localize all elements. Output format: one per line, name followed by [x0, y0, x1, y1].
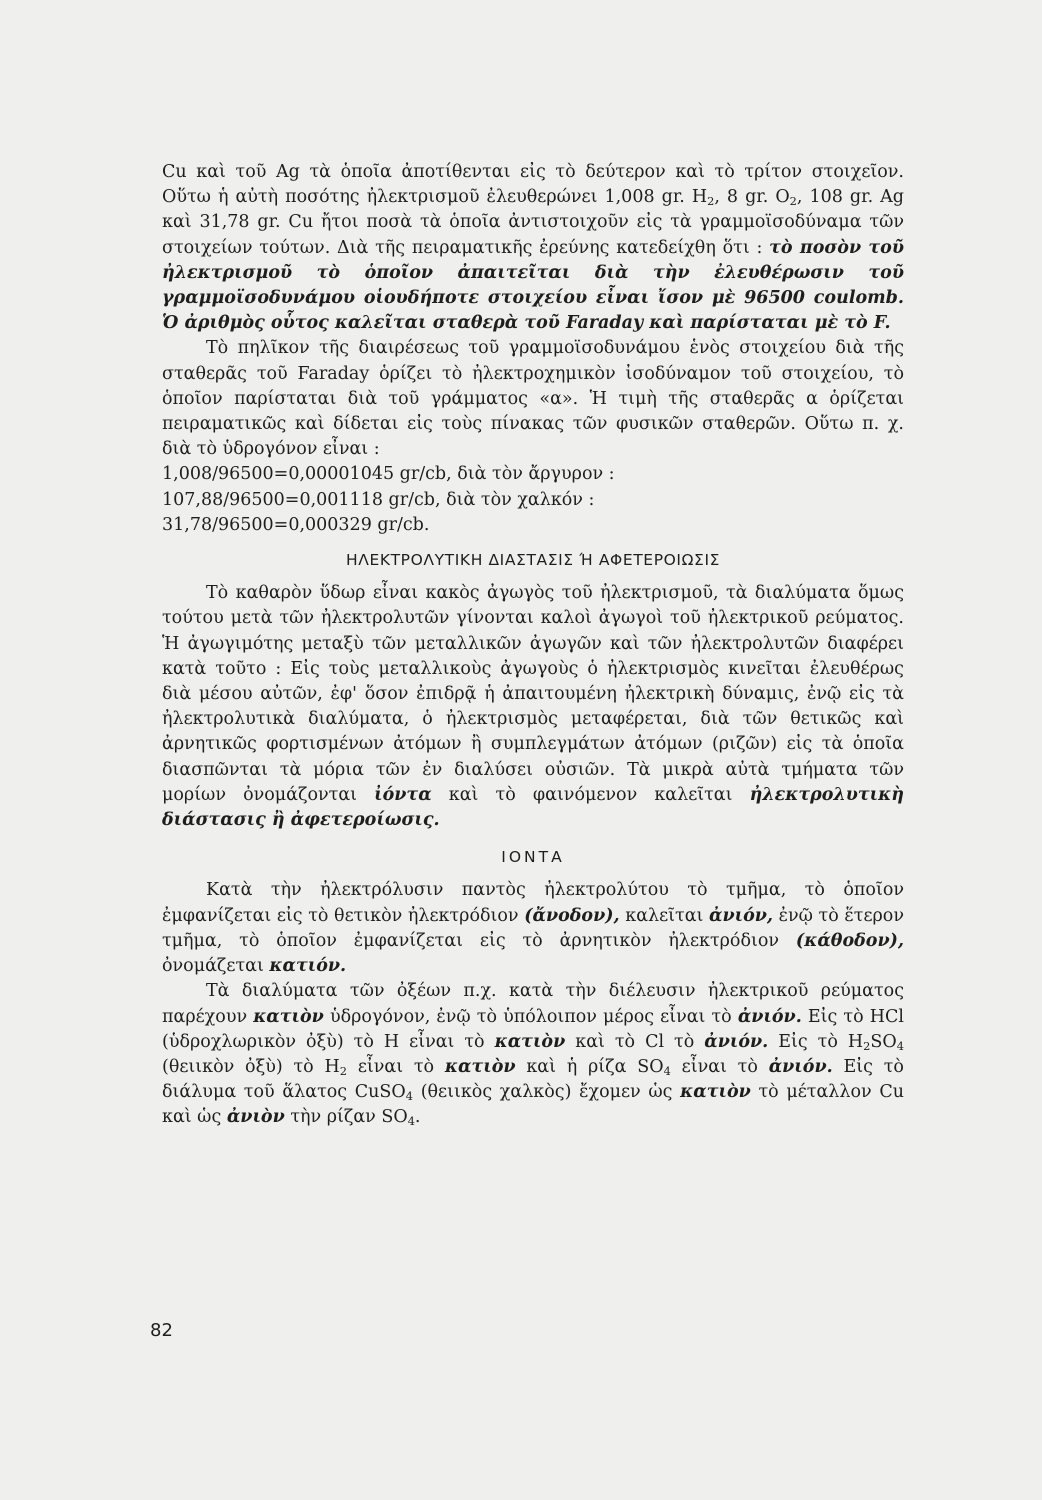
text-run: τὸ μέταλλον Cu καὶ ὡς [162, 1082, 904, 1128]
text-run: , 108 gr. Ag καὶ 31,78 gr. Cu ἤτοι ποσὰ τὰ ὁποῖα ἀντιστοιχοῦν εἰς τὰ γραμμοϊσοδύναμα τῶν στοιχείων τούτων. Διὰ τῆς πειραματικῆς ἐρεύνης κατεδείχθη ὅτι : [162, 187, 904, 258]
equation-copper: 31,78/96500=0,000329 gr/cb. [162, 514, 430, 535]
emphasis-term: ἀνιόν. [704, 1031, 769, 1052]
emphasis-term: κατιὸν [253, 1006, 324, 1027]
text-run: καλεῖται [625, 905, 704, 926]
subscript: 2 [789, 194, 797, 209]
subscript: 4 [405, 1088, 413, 1103]
text-run: , 8 gr. O [714, 187, 790, 208]
emphasis-term: ἀνιόν. [737, 1006, 802, 1027]
body-text [162, 160, 904, 1131]
text-run: Τὸ καθαρὸν ὕδωρ εἶναι κακὸς ἀγωγὸς τοῦ ἠλεκτρισμοῦ, τὰ διαλύματα ὅμως τούτου μετὰ τῶν ἠλεκτρολυτῶν γίνονται καλοὶ ἀγωγοὶ τοῦ ἠλεκτρικοῦ ρεύματος. Ἡ ἀγωγιμότης μεταξὺ τῶν μεταλλικῶν ἀγωγῶν καὶ τῶν ἠλεκτρολυτῶν διαφέρει κατὰ τοῦτο : Εἰς τοὺς μεταλλικοὺς ἀγωγοὺς ὁ ἠλεκτρισμὸς κινεῖται ἐλευθέρως διὰ μέσου αὐτῶν, ἐφ' ὅσον ἐπιδρᾷ ἡ ἀπαιτουμένη ἠλεκτρικὴ δύναμις, ἐνῷ εἰς τὰ ἠλεκτρολυτικὰ διαλύματα, ὁ ἠλεκτρισμὸς μεταφέρεται, διὰ τῶν θετικῶς καὶ ἀρνητικῶς φορτισμένων ἀτόμων ἢ συμπλεγμάτων ἀτόμων (ριζῶν) εἰς τὰ ὁποῖα διασπῶνται τὰ μόρια τῶν ἐν διαλύσει οὐσιῶν. Τὰ μικρὰ αὐτὰ τμήματα τῶν μορίων ὀνομάζονται [162, 583, 904, 805]
text-run: ὀνομάζεται [162, 956, 264, 977]
subscript: 4 [896, 1038, 904, 1053]
emphasis-term: ἀνιόν. [768, 1056, 833, 1077]
subscript: 2 [707, 194, 715, 209]
equation-silver: 107,88/96500=0,001118 gr/cb, διὰ τὸν χαλκόν : [162, 489, 595, 510]
text-run: ὑδρογόνον, ἐνῷ τὸ ὑπόλοιπον μέρος εἶναι τὸ [329, 1006, 732, 1027]
emphasis-term: ἰόντα [374, 784, 432, 805]
text-run: εἶναι τὸ [681, 1056, 758, 1077]
subscript: 4 [663, 1063, 671, 1078]
text-run: Εἰς τὸ διάλυμα τοῦ ἅλατος CuSO [162, 1056, 904, 1103]
text-run: (θειικὸς χαλκὸς) ἔχομεν ὡς [420, 1082, 673, 1103]
text-run: SO [870, 1031, 897, 1052]
text-run: εἶναι τὸ [357, 1056, 435, 1077]
text-run: (θειικὸν ὀξὺ) τὸ H [162, 1056, 340, 1077]
text-run: καὶ τὸ Cl τὸ [575, 1031, 695, 1052]
text-run: Τὰ διαλύματα τῶν ὀξέων π.χ. κατὰ τὴν διέλευσιν ἠλεκτρικοῦ ρεύματος παρέχουν [162, 981, 904, 1027]
emphasis-term: κατιὸν [444, 1056, 516, 1077]
page-number: 82 [150, 1320, 173, 1341]
subscript: 4 [407, 1114, 415, 1129]
paragraph-dissociation [162, 581, 904, 833]
text-run: . [414, 1107, 421, 1128]
emphasis-term: κατιόν. [269, 956, 347, 977]
section-heading-electrolytic-dissociation: ΗΛΕΚΤΡΟΛΥΤΙΚΗ ΔΙΑΣΤΑΣΙΣ Ή ΑΦΕΤΕΡΟΙΩΣΙΣ [345, 551, 721, 570]
emphasis-term: (ἄνοδον), [524, 905, 620, 926]
text-run: Κατὰ τὴν ἠλεκτρόλυσιν παντὸς ἠλεκτρολύτου τὸ τμῆμα, τὸ ὁποῖον ἐμφανίζεται εἰς τὸ θετικὸν ἠλεκτρόδιον [162, 880, 904, 926]
text-run: καὶ τὸ φαινόμενον καλεῖται [448, 784, 733, 805]
text-run: Εἰς τὸ H [778, 1031, 864, 1052]
text-run: Cu καὶ τοῦ Ag τὰ ὁποῖα ἀποτίθενται εἰς τὸ δεύτερον καὶ τὸ τρίτον στοιχεῖον. Οὕτω ἡ αὐτὴ ποσότης ἠλεκτρισμοῦ ἐλευθερώνει 1,008 gr. H [162, 162, 904, 208]
text-run: τὴν ρίζαν SO [290, 1107, 408, 1128]
emphasis-term: κατιὸν [494, 1031, 566, 1052]
emphasis-term: ἀνιόν, [709, 905, 773, 926]
subscript: 2 [339, 1063, 348, 1078]
paragraph-electrochemical-equivalent [162, 336, 904, 462]
text-run: καὶ ἡ ρίζα SO [526, 1056, 664, 1077]
text-run: ἐνῷ τὸ ἕτερον τμῆμα, τὸ ὁποῖον ἐμφανίζεται εἰς τὸ ἀρνητικὸν ἠλεκτρόδιον [162, 905, 904, 951]
equation-hydrogen: 1,008/96500=0,00001045 gr/cb, διὰ τὸν ἄργυρον : [162, 464, 615, 485]
emphasis-term: ἀνιὸν [226, 1107, 285, 1128]
text-run: Εἰς τὸ HCl (ὑδροχλωρικὸν ὀξὺ) τὸ H εἶναι τὸ [162, 1006, 904, 1052]
text-run: Τὸ πηλῖκον τῆς διαιρέσεως τοῦ γραμμοϊσοδυνάμου ἑνὸς στοιχείου διὰ τῆς σταθερᾶς τοῦ Faraday ὁρίζει τὸ ἠλεκτροχημικὸν ἰσοδύναμον τοῦ στοιχείου, τὸ ὁποῖον παρίσταται διὰ τοῦ γράμματος «α». Ἡ τιμὴ τῆς σταθερᾶς α ὁρίζεται πειραματικῶς καὶ δίδεται εἰς τοὺς πίνακας τῶν φυσικῶν σταθερῶν. Οὕτω π. χ. διὰ τὸ ὑδρογόνον εἶναι : [162, 338, 904, 460]
emphasis-term: ἠλεκτρολυτικὴ διάστασις ἢ ἀφετεροίωσις. [162, 784, 904, 831]
emphasis-term: (κάθοδον), [795, 930, 904, 951]
emphasis-term: κατιὸν [680, 1082, 751, 1103]
paragraph-acid-examples [162, 979, 904, 1130]
emphasis-definition: τὸ ποσὸν τοῦ ἠλεκτρισμοῦ τὸ ὁποῖον ἀπαιτεῖται διὰ τὴν ἐλευθέρωσιν τοῦ γραμμοϊσοδυνάμου οἱουδήποτε στοιχείου εἶναι ἴσον μὲ 96500 coulomb. Ὁ ἀριθμὸς οὗτος καλεῖται σταθερὰ τοῦ Faraday καὶ παρίσταται μὲ τὸ F. [162, 237, 904, 334]
paragraph-faraday-law [162, 160, 904, 336]
section-heading-ions: ΙΟΝΤΑ [501, 848, 565, 867]
paragraph-anion-cation [162, 878, 904, 979]
subscript: 2 [863, 1038, 871, 1053]
